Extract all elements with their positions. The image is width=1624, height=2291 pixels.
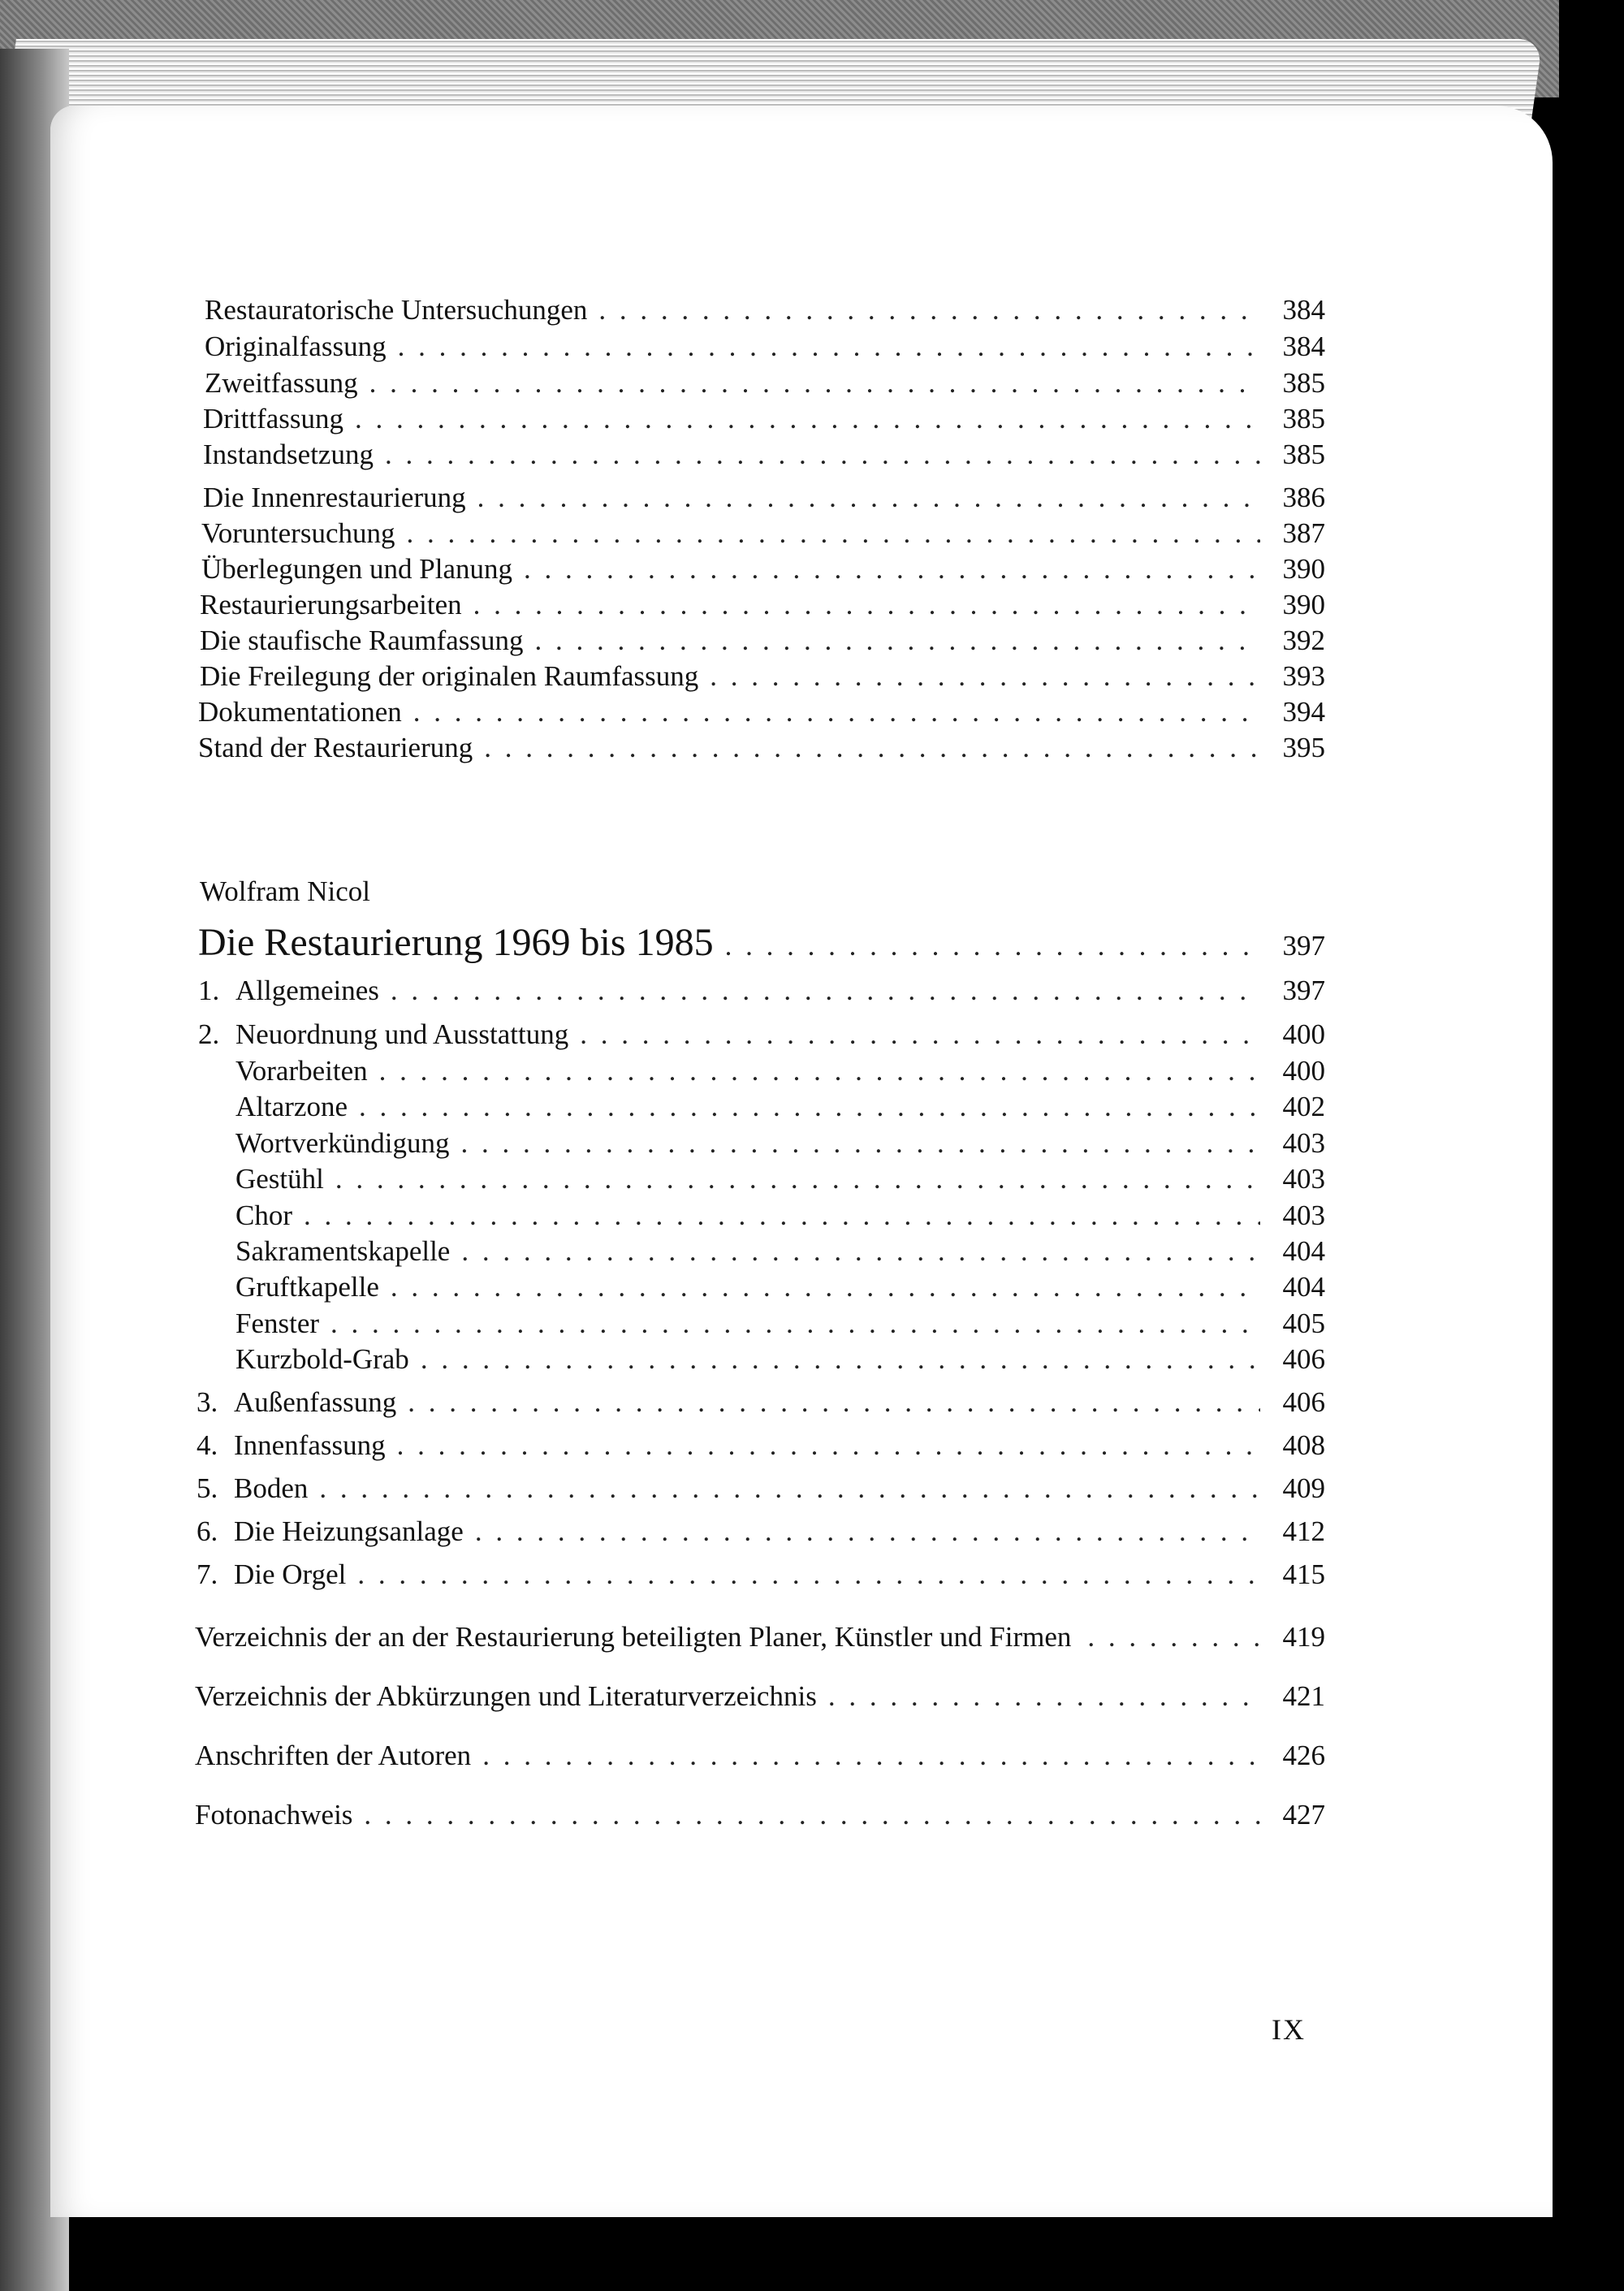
toc-entry-number: 1. [198, 975, 220, 1006]
toc-entry [197, 1471, 1325, 1506]
toc-entry-title: Allgemeines [235, 975, 379, 1006]
toc-entry [205, 329, 1325, 365]
toc-entry-page: 400 [1282, 1055, 1325, 1087]
leader-dots [385, 437, 1260, 473]
toc-entry-page: 402 [1282, 1091, 1325, 1122]
toc-appendix-entry [195, 1738, 1325, 1774]
leader-dots [710, 659, 1260, 694]
toc-entry [203, 401, 1325, 437]
toc-entry-page: 397 [1282, 975, 1325, 1006]
leader-dots [413, 694, 1260, 730]
leader-dots [461, 1234, 1260, 1269]
toc-subentry [198, 1161, 1325, 1197]
toc-subentry [198, 1126, 1325, 1161]
toc-subentry [198, 1053, 1325, 1089]
toc-entry-title: Die Heizungsanlage [234, 1515, 464, 1547]
toc-entry [205, 292, 1325, 328]
toc-entry-title: Dokumentationen [198, 696, 402, 728]
toc-entry [198, 973, 1325, 1009]
toc-entry [198, 694, 1325, 730]
leader-dots [421, 1342, 1260, 1377]
toc-entry-title: Außenfassung [234, 1386, 397, 1418]
leader-dots [484, 730, 1260, 766]
toc-subentry [198, 1306, 1325, 1342]
toc-entry [203, 437, 1325, 473]
toc-entry-page: 385 [1282, 367, 1325, 399]
toc-entry-title: Sakramentskapelle [235, 1235, 451, 1267]
chapter-heading [198, 919, 1325, 970]
toc-entry [197, 1385, 1325, 1420]
leader-dots [330, 1306, 1260, 1342]
toc-entry-title: Überlegungen und Planung [201, 553, 512, 585]
toc-appendix-entry [195, 1679, 1325, 1714]
leader-dots [391, 973, 1260, 1009]
leader-dots [398, 329, 1260, 365]
leader-dots [355, 401, 1260, 437]
leader-dots [408, 1385, 1260, 1420]
toc-entry-page: 427 [1282, 1799, 1325, 1831]
toc-entry-page: 406 [1282, 1386, 1325, 1418]
leader-dots [475, 1514, 1260, 1550]
toc-subentry [198, 1234, 1325, 1269]
toc-entry-title: Die Orgel [234, 1558, 347, 1590]
toc-entry-title: Innenfassung [234, 1429, 386, 1461]
toc-entry-page: 404 [1282, 1271, 1325, 1303]
toc-entry-title: Vorarbeiten [235, 1055, 368, 1087]
toc-entry-title: Restaurierungsarbeiten [200, 589, 462, 620]
leader-dots [524, 551, 1260, 587]
toc-appendix-entry [195, 1619, 1325, 1655]
toc-entry-number: 3. [197, 1386, 218, 1418]
toc-entry [197, 1557, 1325, 1593]
toc-entry-title: Instandsetzung [203, 439, 374, 470]
leader-dots [407, 516, 1261, 551]
toc-entry-title: Restauratorische Untersuchungen [205, 294, 588, 326]
toc-entry [201, 551, 1325, 587]
toc-entry-number: 7. [197, 1558, 218, 1590]
toc-entry-page: 387 [1282, 517, 1325, 549]
leader-dots [397, 1428, 1260, 1463]
toc-entry-number: 6. [197, 1515, 218, 1547]
toc-entry-title: Voruntersuchung [201, 517, 395, 549]
toc-entry-number: 2. [198, 1018, 220, 1050]
toc-entry [197, 1514, 1325, 1550]
toc-entry-page: 384 [1282, 294, 1325, 326]
toc-entry-title: Originalfassung [205, 331, 387, 362]
chapter-title: Die Restaurierung 1969 bis 1985 [198, 921, 714, 964]
leader-dots [598, 292, 1260, 328]
toc-entry-title: Fotonachweis [195, 1799, 353, 1831]
toc-entry-title: Gestühl [235, 1163, 324, 1195]
toc-entry-page: 404 [1282, 1235, 1325, 1267]
toc-entry-page: 390 [1282, 589, 1325, 620]
toc-entry-title: Chor [235, 1200, 292, 1231]
toc-entry-title: Die staufische Raumfassung [200, 625, 524, 656]
toc-entry [200, 623, 1325, 659]
toc-entry-title: Anschriften der Autoren [195, 1740, 472, 1771]
toc-entry [200, 587, 1325, 623]
toc-entry-page: 419 [1282, 1621, 1325, 1653]
toc-entry-page: 405 [1282, 1308, 1325, 1339]
toc-entry-title: Fenster [235, 1308, 320, 1339]
leader-dots [477, 480, 1260, 516]
toc-entry [198, 1017, 1325, 1053]
leader-dots [482, 1738, 1260, 1774]
toc-entry-title: Wortverkündigung [235, 1127, 450, 1159]
toc-entry-page: 408 [1282, 1429, 1325, 1461]
toc-entry-title: Stand der Restaurierung [198, 732, 473, 763]
toc-subentry [198, 1269, 1325, 1305]
toc-subentry [198, 1342, 1325, 1377]
toc-entry-page: 403 [1282, 1127, 1325, 1159]
leader-dots [304, 1198, 1260, 1234]
author-name: Wolfram Nicol [200, 875, 371, 907]
toc-entry-page: 400 [1282, 1018, 1325, 1050]
toc-appendix-entry [195, 1797, 1325, 1833]
toc-entry-number: 4. [197, 1429, 218, 1461]
toc-entry [203, 480, 1325, 516]
toc-entry-page: 384 [1282, 331, 1325, 362]
toc-entry-title: Die Innenrestaurierung [203, 482, 466, 513]
toc-entry-page: 409 [1282, 1472, 1325, 1504]
leader-dots [359, 1089, 1260, 1125]
leader-dots [828, 1679, 1260, 1714]
toc-entry-title: Altarzone [235, 1091, 348, 1122]
toc-entry-title: Verzeichnis der an der Restaurierung beteiligten Planer, Künstler und Firmen [195, 1621, 1072, 1653]
toc-entry [198, 730, 1325, 766]
leader-dots [1087, 1619, 1260, 1655]
toc-entry-title: Die Freilegung der originalen Raumfassung [200, 660, 699, 692]
leader-dots [725, 923, 1260, 970]
leader-dots [319, 1471, 1260, 1506]
toc-entry-page: 412 [1282, 1515, 1325, 1547]
toc-entry-page: 426 [1282, 1740, 1325, 1771]
toc-entry-title: Boden [234, 1472, 309, 1504]
chapter-page: 397 [1282, 930, 1325, 962]
toc-entry-page: 395 [1282, 732, 1325, 763]
leader-dots [461, 1126, 1260, 1161]
page-number: IX [1272, 2013, 1306, 2046]
toc-entry-title: Drittfassung [203, 403, 344, 434]
toc-entry [197, 1428, 1325, 1463]
toc-subentry [198, 1089, 1325, 1125]
toc-entry-page: 385 [1282, 439, 1325, 470]
toc-entry-number: 5. [197, 1472, 218, 1504]
leader-dots [369, 365, 1260, 401]
toc-entry-page: 392 [1282, 625, 1325, 656]
toc-entry-title: Zweitfassung [205, 367, 358, 399]
toc-entry-page: 393 [1282, 660, 1325, 692]
toc-entry-page: 386 [1282, 482, 1325, 513]
toc-entry-page: 415 [1282, 1558, 1325, 1590]
toc-entry [205, 365, 1325, 401]
toc-subentry [198, 1198, 1325, 1234]
leader-dots [535, 623, 1260, 659]
toc-entry-page: 421 [1282, 1680, 1325, 1712]
leader-dots [379, 1053, 1260, 1089]
toc-entry [201, 516, 1325, 551]
toc-entry-page: 394 [1282, 696, 1325, 728]
toc-entry-page: 406 [1282, 1343, 1325, 1375]
leader-dots [357, 1557, 1260, 1593]
toc-entry-page: 403 [1282, 1200, 1325, 1231]
leader-dots [580, 1017, 1260, 1053]
toc-entry-page: 403 [1282, 1163, 1325, 1195]
leader-dots [473, 587, 1260, 623]
toc-entry [200, 659, 1325, 694]
toc-entry-title: Neuordnung und Ausstattung [235, 1018, 569, 1050]
toc-entry-title: Kurzbold-Grab [235, 1343, 409, 1375]
toc-entry-title: Gruftkapelle [235, 1271, 379, 1303]
toc-entry-page: 390 [1282, 553, 1325, 585]
toc-entry-page: 385 [1282, 403, 1325, 434]
toc-entry-title: Verzeichnis der Abkürzungen und Literaturverzeichnis [195, 1680, 817, 1712]
leader-dots [335, 1161, 1260, 1197]
leader-dots [391, 1269, 1260, 1305]
leader-dots [364, 1797, 1260, 1833]
